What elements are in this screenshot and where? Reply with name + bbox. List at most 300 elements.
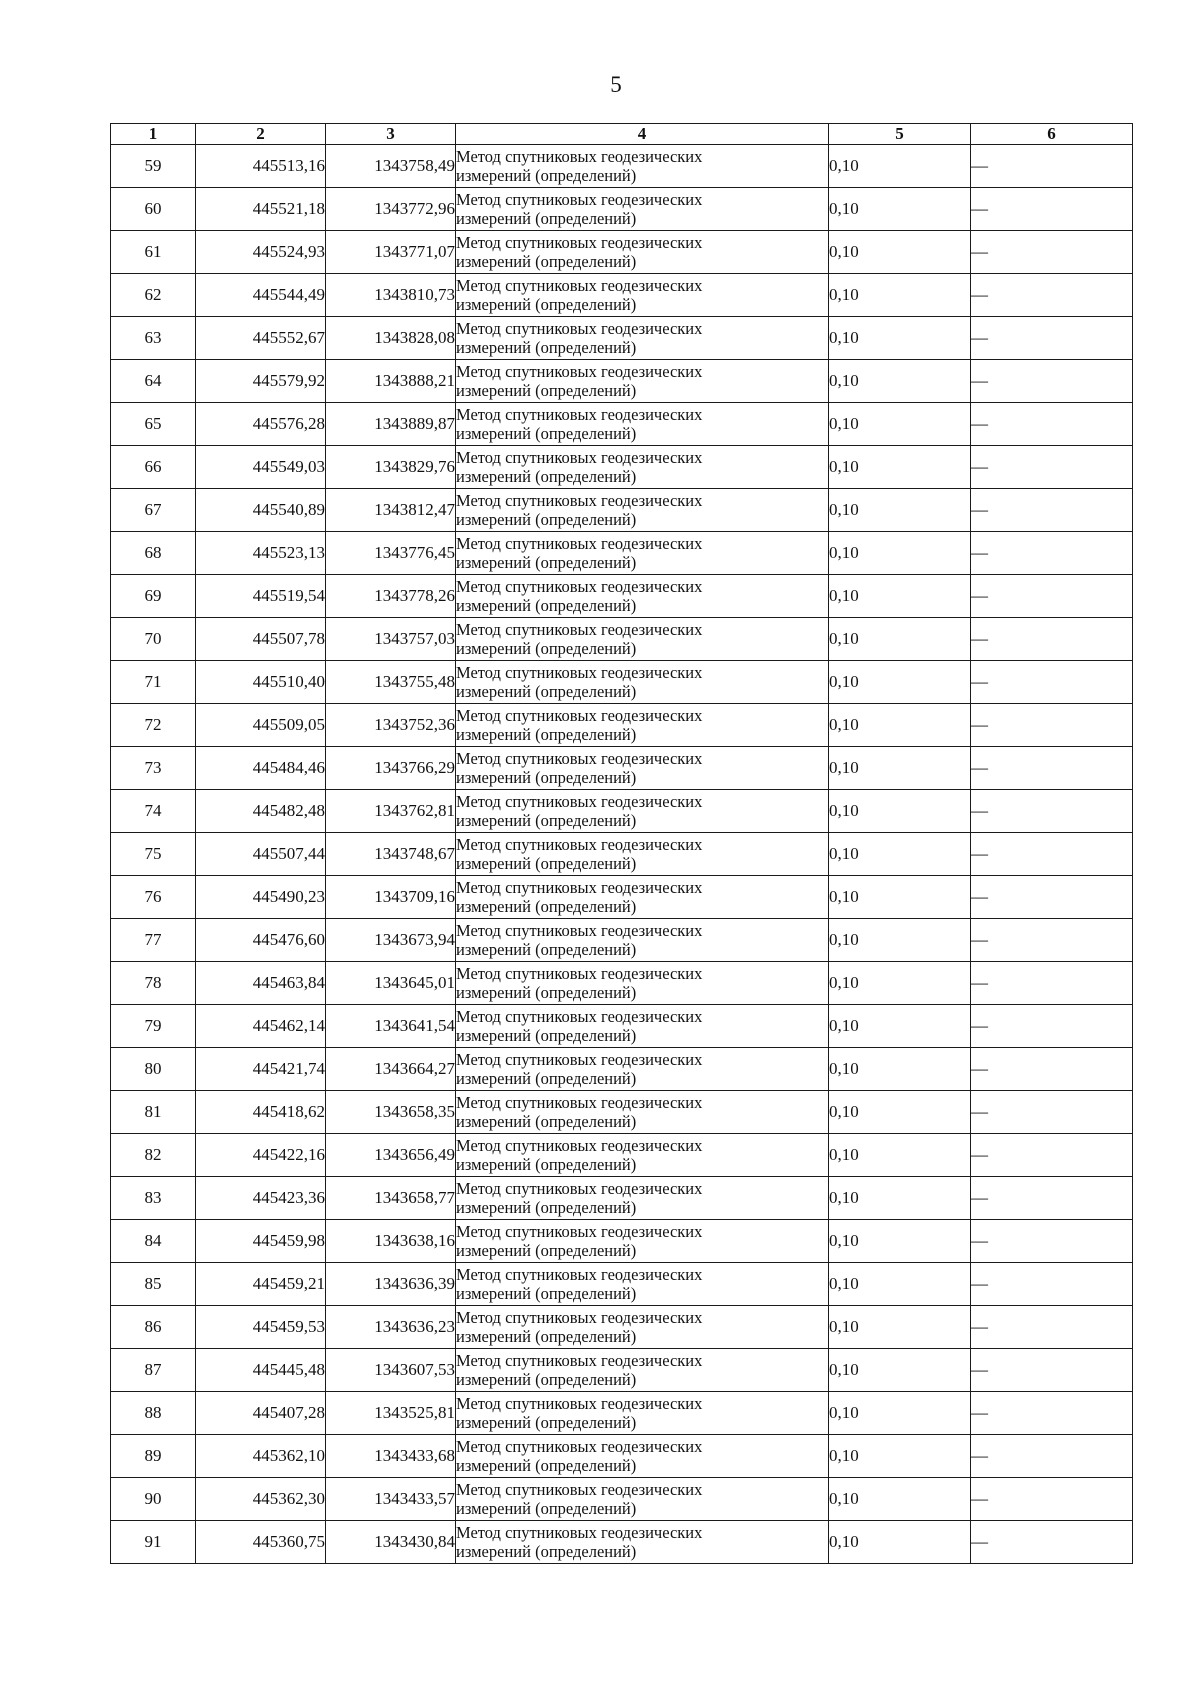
- accuracy-cell: 0,10: [829, 618, 971, 661]
- table-row: [111, 790, 1133, 833]
- x-coordinate-cell: 445421,74: [196, 1048, 326, 1091]
- x-coordinate-cell: 445482,48: [196, 790, 326, 833]
- method-text-line1: Метод спутниковых геодезических: [456, 835, 703, 854]
- note-cell: —: [971, 833, 1133, 876]
- method-text-line1: Метод спутниковых геодезических: [456, 577, 703, 596]
- y-coordinate-cell: 1343433,57: [326, 1478, 456, 1521]
- method-cell: [456, 790, 829, 833]
- table-row: [111, 704, 1133, 747]
- point-number-cell: 68: [111, 532, 196, 575]
- method-text-line1: Метод спутниковых геодезических: [456, 491, 703, 510]
- point-number-cell: 65: [111, 403, 196, 446]
- x-coordinate-cell: 445459,98: [196, 1220, 326, 1263]
- method-text-line2: измерений (определений): [456, 1198, 637, 1217]
- method-cell: [456, 1478, 829, 1521]
- table-row: [111, 1134, 1133, 1177]
- point-number-cell: 60: [111, 188, 196, 231]
- point-number-cell: 91: [111, 1521, 196, 1564]
- x-coordinate-cell: 445507,78: [196, 618, 326, 661]
- column-header-2: 2: [196, 124, 326, 145]
- y-coordinate-cell: 1343771,07: [326, 231, 456, 274]
- method-cell: [456, 403, 829, 446]
- x-coordinate-cell: 445362,10: [196, 1435, 326, 1478]
- method-cell: [456, 1306, 829, 1349]
- x-coordinate-cell: 445423,36: [196, 1177, 326, 1220]
- point-number-cell: 86: [111, 1306, 196, 1349]
- y-coordinate-cell: 1343829,76: [326, 446, 456, 489]
- method-text-line1: Метод спутниковых геодезических: [456, 1050, 703, 1069]
- x-coordinate-cell: 445463,84: [196, 962, 326, 1005]
- table-row: [111, 188, 1133, 231]
- note-cell: —: [971, 1091, 1133, 1134]
- note-cell: —: [971, 231, 1133, 274]
- method-cell: [456, 1263, 829, 1306]
- table-row: [111, 575, 1133, 618]
- y-coordinate-cell: 1343433,68: [326, 1435, 456, 1478]
- note-cell: —: [971, 1435, 1133, 1478]
- table-row: [111, 532, 1133, 575]
- method-cell: [456, 1048, 829, 1091]
- note-cell: —: [971, 489, 1133, 532]
- method-text-line2: измерений (определений): [456, 682, 637, 701]
- accuracy-cell: 0,10: [829, 360, 971, 403]
- method-text-line1: Метод спутниковых геодезических: [456, 1480, 703, 1499]
- table-row: [111, 833, 1133, 876]
- x-coordinate-cell: 445362,30: [196, 1478, 326, 1521]
- table-row: [111, 145, 1133, 188]
- method-text-line2: измерений (определений): [456, 510, 637, 529]
- accuracy-cell: 0,10: [829, 274, 971, 317]
- column-header-6: 6: [971, 124, 1133, 145]
- method-cell: [456, 747, 829, 790]
- method-text-line2: измерений (определений): [456, 209, 637, 228]
- note-cell: —: [971, 145, 1133, 188]
- table-row: [111, 1091, 1133, 1134]
- x-coordinate-cell: 445407,28: [196, 1392, 326, 1435]
- method-cell: [456, 1435, 829, 1478]
- point-number-cell: 63: [111, 317, 196, 360]
- table-row: [111, 1177, 1133, 1220]
- y-coordinate-cell: 1343828,08: [326, 317, 456, 360]
- method-text-line1: Метод спутниковых геодезических: [456, 1265, 703, 1284]
- x-coordinate-cell: 445523,13: [196, 532, 326, 575]
- method-text-line2: измерений (определений): [456, 252, 637, 271]
- note-cell: —: [971, 790, 1133, 833]
- accuracy-cell: 0,10: [829, 1392, 971, 1435]
- note-cell: —: [971, 661, 1133, 704]
- method-text-line2: измерений (определений): [456, 1542, 637, 1561]
- accuracy-cell: 0,10: [829, 962, 971, 1005]
- table-row: [111, 1263, 1133, 1306]
- note-cell: —: [971, 1478, 1133, 1521]
- point-number-cell: 70: [111, 618, 196, 661]
- y-coordinate-cell: 1343607,53: [326, 1349, 456, 1392]
- note-cell: —: [971, 1263, 1133, 1306]
- accuracy-cell: 0,10: [829, 1263, 971, 1306]
- point-number-cell: 89: [111, 1435, 196, 1478]
- method-cell: [456, 188, 829, 231]
- point-number-cell: 62: [111, 274, 196, 317]
- y-coordinate-cell: 1343641,54: [326, 1005, 456, 1048]
- method-cell: [456, 833, 829, 876]
- x-coordinate-cell: 445459,53: [196, 1306, 326, 1349]
- note-cell: —: [971, 962, 1133, 1005]
- method-cell: [456, 360, 829, 403]
- header-row: [111, 124, 1133, 145]
- method-text-line2: измерений (определений): [456, 811, 637, 830]
- x-coordinate-cell: 445510,40: [196, 661, 326, 704]
- table-row: [111, 403, 1133, 446]
- note-cell: —: [971, 1177, 1133, 1220]
- method-cell: [456, 446, 829, 489]
- method-text-line2: измерений (определений): [456, 768, 637, 787]
- y-coordinate-cell: 1343888,21: [326, 360, 456, 403]
- accuracy-cell: 0,10: [829, 532, 971, 575]
- method-text-line2: измерений (определений): [456, 983, 637, 1002]
- point-number-cell: 71: [111, 661, 196, 704]
- accuracy-cell: 0,10: [829, 747, 971, 790]
- table-row: [111, 489, 1133, 532]
- y-coordinate-cell: 1343636,23: [326, 1306, 456, 1349]
- page-number: 5: [610, 72, 622, 97]
- accuracy-cell: 0,10: [829, 1091, 971, 1134]
- point-number-cell: 80: [111, 1048, 196, 1091]
- method-text-line2: измерений (определений): [456, 1155, 637, 1174]
- method-text-line1: Метод спутниковых геодезических: [456, 1437, 703, 1456]
- method-text-line1: Метод спутниковых геодезических: [456, 276, 703, 295]
- method-text-line2: измерений (определений): [456, 1284, 637, 1303]
- point-number-cell: 88: [111, 1392, 196, 1435]
- y-coordinate-cell: 1343758,49: [326, 145, 456, 188]
- method-text-line1: Метод спутниковых геодезических: [456, 534, 703, 553]
- table-row: [111, 1306, 1133, 1349]
- method-text-line1: Метод спутниковых геодезических: [456, 190, 703, 209]
- method-text-line1: Метод спутниковых геодезических: [456, 964, 703, 983]
- note-cell: —: [971, 919, 1133, 962]
- column-header-3: 3: [326, 124, 456, 145]
- note-cell: —: [971, 747, 1133, 790]
- y-coordinate-cell: 1343810,73: [326, 274, 456, 317]
- accuracy-cell: 0,10: [829, 489, 971, 532]
- method-text-line1: Метод спутниковых геодезических: [456, 706, 703, 725]
- method-cell: [456, 231, 829, 274]
- point-number-cell: 78: [111, 962, 196, 1005]
- x-coordinate-cell: 445552,67: [196, 317, 326, 360]
- point-number-cell: 61: [111, 231, 196, 274]
- method-text-line1: Метод спутниковых геодезических: [456, 1351, 703, 1370]
- y-coordinate-cell: 1343812,47: [326, 489, 456, 532]
- accuracy-cell: 0,10: [829, 575, 971, 618]
- method-text-line2: измерений (определений): [456, 166, 637, 185]
- method-cell: [456, 1220, 829, 1263]
- method-text-line1: Метод спутниковых геодезических: [456, 319, 703, 338]
- table-row: [111, 962, 1133, 1005]
- method-text-line2: измерений (определений): [456, 424, 637, 443]
- y-coordinate-cell: 1343766,29: [326, 747, 456, 790]
- point-number-cell: 66: [111, 446, 196, 489]
- table-row: [111, 317, 1133, 360]
- note-cell: —: [971, 188, 1133, 231]
- x-coordinate-cell: 445445,48: [196, 1349, 326, 1392]
- accuracy-cell: 0,10: [829, 1220, 971, 1263]
- note-cell: —: [971, 1392, 1133, 1435]
- method-text-line1: Метод спутниковых геодезических: [456, 1179, 703, 1198]
- note-cell: —: [971, 1306, 1133, 1349]
- table-row: [111, 274, 1133, 317]
- accuracy-cell: 0,10: [829, 231, 971, 274]
- method-text-line2: измерений (определений): [456, 1069, 637, 1088]
- note-cell: —: [971, 1134, 1133, 1177]
- table-row: [111, 1435, 1133, 1478]
- accuracy-cell: 0,10: [829, 790, 971, 833]
- method-text-line1: Метод спутниковых геодезических: [456, 1394, 703, 1413]
- method-text-line2: измерений (определений): [456, 940, 637, 959]
- method-text-line2: измерений (определений): [456, 897, 637, 916]
- y-coordinate-cell: 1343525,81: [326, 1392, 456, 1435]
- note-cell: —: [971, 360, 1133, 403]
- method-cell: [456, 876, 829, 919]
- point-number-cell: 69: [111, 575, 196, 618]
- y-coordinate-cell: 1343658,77: [326, 1177, 456, 1220]
- method-cell: [456, 145, 829, 188]
- method-text-line2: измерений (определений): [456, 467, 637, 486]
- accuracy-cell: 0,10: [829, 704, 971, 747]
- point-number-cell: 64: [111, 360, 196, 403]
- table-row: [111, 1048, 1133, 1091]
- y-coordinate-cell: 1343778,26: [326, 575, 456, 618]
- method-text-line2: измерений (определений): [456, 1241, 637, 1260]
- accuracy-cell: 0,10: [829, 661, 971, 704]
- point-number-cell: 90: [111, 1478, 196, 1521]
- method-text-line1: Метод спутниковых геодезических: [456, 749, 703, 768]
- accuracy-cell: 0,10: [829, 1134, 971, 1177]
- column-header-1: 1: [111, 124, 196, 145]
- accuracy-cell: 0,10: [829, 145, 971, 188]
- note-cell: —: [971, 1521, 1133, 1564]
- method-cell: [456, 532, 829, 575]
- note-cell: —: [971, 532, 1133, 575]
- y-coordinate-cell: 1343430,84: [326, 1521, 456, 1564]
- table-row: [111, 919, 1133, 962]
- y-coordinate-cell: 1343673,94: [326, 919, 456, 962]
- note-cell: —: [971, 1005, 1133, 1048]
- method-cell: [456, 489, 829, 532]
- x-coordinate-cell: 445509,05: [196, 704, 326, 747]
- method-text-line1: Метод спутниковых геодезических: [456, 1136, 703, 1155]
- method-text-line1: Метод спутниковых геодезических: [456, 362, 703, 381]
- method-text-line1: Метод спутниковых геодезических: [456, 620, 703, 639]
- table-row: [111, 1005, 1133, 1048]
- table-row: [111, 876, 1133, 919]
- method-cell: [456, 1521, 829, 1564]
- note-cell: —: [971, 1349, 1133, 1392]
- accuracy-cell: 0,10: [829, 1521, 971, 1564]
- table-row: [111, 1478, 1133, 1521]
- accuracy-cell: 0,10: [829, 1005, 971, 1048]
- method-text-line1: Метод спутниковых геодезических: [456, 1007, 703, 1026]
- method-text-line1: Метод спутниковых геодезических: [456, 1523, 703, 1542]
- x-coordinate-cell: 445459,21: [196, 1263, 326, 1306]
- point-number-cell: 79: [111, 1005, 196, 1048]
- y-coordinate-cell: 1343656,49: [326, 1134, 456, 1177]
- point-number-cell: 87: [111, 1349, 196, 1392]
- accuracy-cell: 0,10: [829, 446, 971, 489]
- y-coordinate-cell: 1343757,03: [326, 618, 456, 661]
- point-number-cell: 83: [111, 1177, 196, 1220]
- x-coordinate-cell: 445519,54: [196, 575, 326, 618]
- method-text-line2: измерений (определений): [456, 1112, 637, 1131]
- method-text-line1: Метод спутниковых геодезических: [456, 147, 703, 166]
- x-coordinate-cell: 445462,14: [196, 1005, 326, 1048]
- x-coordinate-cell: 445524,93: [196, 231, 326, 274]
- y-coordinate-cell: 1343772,96: [326, 188, 456, 231]
- method-cell: [456, 1005, 829, 1048]
- point-number-cell: 84: [111, 1220, 196, 1263]
- point-number-cell: 85: [111, 1263, 196, 1306]
- x-coordinate-cell: 445544,49: [196, 274, 326, 317]
- method-cell: [456, 1392, 829, 1435]
- table-body: [111, 145, 1133, 1564]
- x-coordinate-cell: 445576,28: [196, 403, 326, 446]
- method-cell: [456, 962, 829, 1005]
- method-text-line2: измерений (определений): [456, 381, 637, 400]
- method-text-line1: Метод спутниковых геодезических: [456, 878, 703, 897]
- accuracy-cell: 0,10: [829, 1349, 971, 1392]
- accuracy-cell: 0,10: [829, 919, 971, 962]
- accuracy-cell: 0,10: [829, 403, 971, 446]
- point-number-cell: 59: [111, 145, 196, 188]
- method-text-line2: измерений (определений): [456, 639, 637, 658]
- note-cell: —: [971, 1220, 1133, 1263]
- accuracy-cell: 0,10: [829, 1306, 971, 1349]
- accuracy-cell: 0,10: [829, 876, 971, 919]
- x-coordinate-cell: 445521,18: [196, 188, 326, 231]
- y-coordinate-cell: 1343776,45: [326, 532, 456, 575]
- note-cell: —: [971, 704, 1133, 747]
- y-coordinate-cell: 1343889,87: [326, 403, 456, 446]
- table-row: [111, 1392, 1133, 1435]
- accuracy-cell: 0,10: [829, 1048, 971, 1091]
- y-coordinate-cell: 1343636,39: [326, 1263, 456, 1306]
- method-text-line1: Метод спутниковых геодезических: [456, 921, 703, 940]
- point-number-cell: 77: [111, 919, 196, 962]
- y-coordinate-cell: 1343709,16: [326, 876, 456, 919]
- point-number-cell: 82: [111, 1134, 196, 1177]
- table-row: [111, 747, 1133, 790]
- y-coordinate-cell: 1343658,35: [326, 1091, 456, 1134]
- note-cell: —: [971, 1048, 1133, 1091]
- note-cell: —: [971, 317, 1133, 360]
- table-row: [111, 618, 1133, 661]
- note-cell: —: [971, 618, 1133, 661]
- x-coordinate-cell: 445540,89: [196, 489, 326, 532]
- table-row: [111, 446, 1133, 489]
- method-text-line2: измерений (определений): [456, 1370, 637, 1389]
- method-cell: [456, 618, 829, 661]
- x-coordinate-cell: 445360,75: [196, 1521, 326, 1564]
- method-text-line2: измерений (определений): [456, 1499, 637, 1518]
- method-text-line1: Метод спутниковых геодезических: [456, 405, 703, 424]
- y-coordinate-cell: 1343645,01: [326, 962, 456, 1005]
- table-row: [111, 661, 1133, 704]
- note-cell: —: [971, 446, 1133, 489]
- method-cell: [456, 575, 829, 618]
- table-row: [111, 1349, 1133, 1392]
- y-coordinate-cell: 1343664,27: [326, 1048, 456, 1091]
- table-row: [111, 1220, 1133, 1263]
- method-text-line2: измерений (определений): [456, 854, 637, 873]
- note-cell: —: [971, 575, 1133, 618]
- table-row: [111, 360, 1133, 403]
- x-coordinate-cell: 445490,23: [196, 876, 326, 919]
- method-cell: [456, 274, 829, 317]
- method-cell: [456, 1134, 829, 1177]
- accuracy-cell: 0,10: [829, 833, 971, 876]
- table-row: [111, 231, 1133, 274]
- y-coordinate-cell: 1343748,67: [326, 833, 456, 876]
- note-cell: —: [971, 876, 1133, 919]
- method-cell: [456, 1091, 829, 1134]
- accuracy-cell: 0,10: [829, 1435, 971, 1478]
- method-text-line1: Метод спутниковых геодезических: [456, 1308, 703, 1327]
- x-coordinate-cell: 445549,03: [196, 446, 326, 489]
- point-number-cell: 75: [111, 833, 196, 876]
- method-text-line2: измерений (определений): [456, 338, 637, 357]
- coordinates-table: [110, 123, 1133, 1564]
- point-number-cell: 76: [111, 876, 196, 919]
- point-number-cell: 81: [111, 1091, 196, 1134]
- method-text-line2: измерений (определений): [456, 596, 637, 615]
- point-number-cell: 72: [111, 704, 196, 747]
- x-coordinate-cell: 445476,60: [196, 919, 326, 962]
- column-header-5: 5: [829, 124, 971, 145]
- method-text-line2: измерений (определений): [456, 553, 637, 572]
- method-cell: [456, 1177, 829, 1220]
- x-coordinate-cell: 445507,44: [196, 833, 326, 876]
- method-text-line1: Метод спутниковых геодезических: [456, 1222, 703, 1241]
- x-coordinate-cell: 445418,62: [196, 1091, 326, 1134]
- x-coordinate-cell: 445484,46: [196, 747, 326, 790]
- note-cell: —: [971, 403, 1133, 446]
- method-text-line2: измерений (определений): [456, 1026, 637, 1045]
- method-text-line1: Метод спутниковых геодезических: [456, 663, 703, 682]
- column-header-4: 4: [456, 124, 829, 145]
- y-coordinate-cell: 1343752,36: [326, 704, 456, 747]
- method-text-line2: измерений (определений): [456, 295, 637, 314]
- y-coordinate-cell: 1343762,81: [326, 790, 456, 833]
- method-text-line1: Метод спутниковых геодезических: [456, 448, 703, 467]
- point-number-cell: 74: [111, 790, 196, 833]
- method-text-line2: измерений (определений): [456, 1413, 637, 1432]
- x-coordinate-cell: 445422,16: [196, 1134, 326, 1177]
- method-cell: [456, 704, 829, 747]
- method-text-line1: Метод спутниковых геодезических: [456, 792, 703, 811]
- method-text-line1: Метод спутниковых геодезических: [456, 233, 703, 252]
- x-coordinate-cell: 445513,16: [196, 145, 326, 188]
- method-cell: [456, 661, 829, 704]
- method-text-line2: измерений (определений): [456, 1327, 637, 1346]
- table-row: [111, 1521, 1133, 1564]
- method-text-line2: измерений (определений): [456, 1456, 637, 1475]
- accuracy-cell: 0,10: [829, 1177, 971, 1220]
- method-cell: [456, 1349, 829, 1392]
- method-text-line1: Метод спутниковых геодезических: [456, 1093, 703, 1112]
- y-coordinate-cell: 1343755,48: [326, 661, 456, 704]
- accuracy-cell: 0,10: [829, 188, 971, 231]
- note-cell: —: [971, 274, 1133, 317]
- method-cell: [456, 919, 829, 962]
- method-text-line2: измерений (определений): [456, 725, 637, 744]
